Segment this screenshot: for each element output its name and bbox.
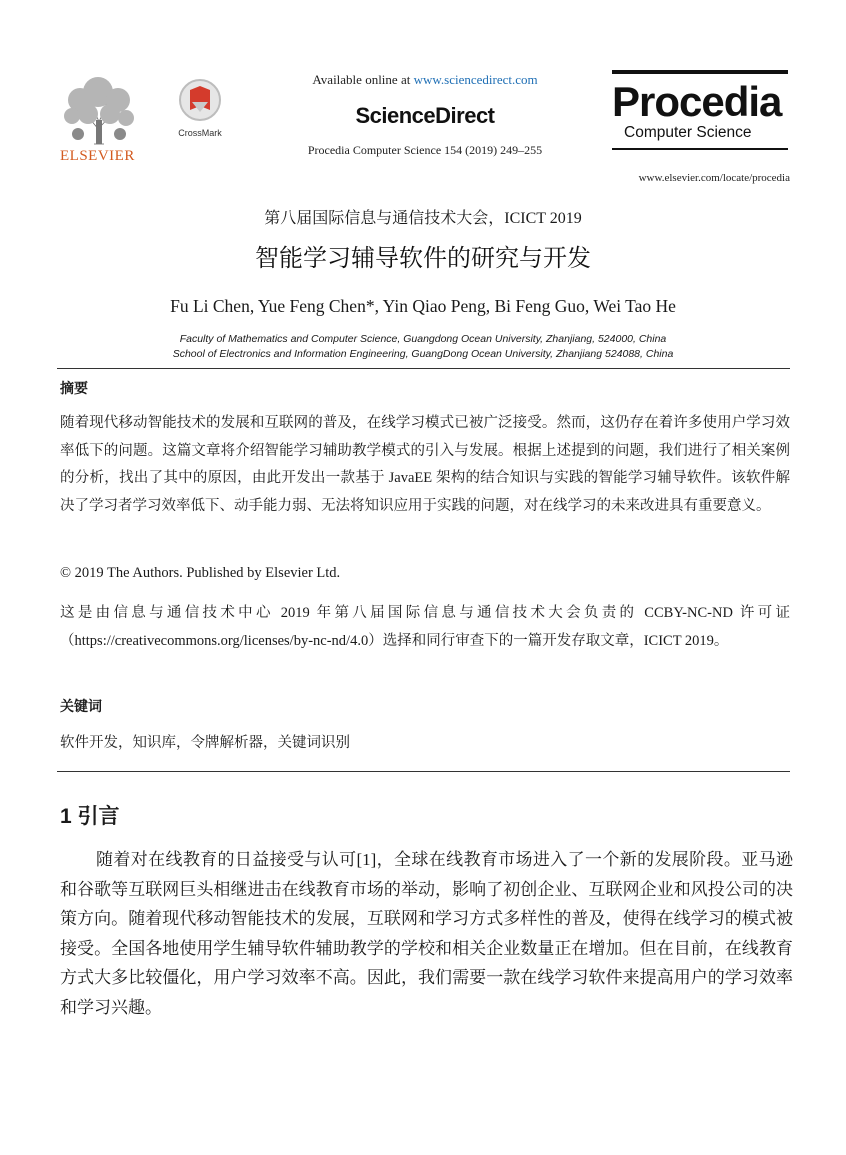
crossmark-badge[interactable] bbox=[168, 78, 232, 138]
author-list: Fu Li Chen, Yue Feng Chen*, Yin Qiao Peng, Bi Feng Guo, Wei Tao He bbox=[170, 296, 676, 316]
affiliation-2: School of Electronics and Information Engineering, GuangDong Ocean University, Zhanjiang 524088, China bbox=[172, 348, 674, 360]
abstract-heading: 摘要 bbox=[60, 380, 88, 396]
platform-name: ScienceDirect bbox=[355, 103, 495, 128]
available-prefix: Available online at bbox=[312, 72, 414, 87]
elsevier-logo bbox=[58, 70, 140, 166]
journal-logo-title: Procedia bbox=[612, 78, 782, 125]
availability-line bbox=[250, 72, 600, 88]
section-heading: 1 引言 bbox=[60, 805, 120, 828]
paper-title: 智能学习辅导软件的研究与开发 bbox=[255, 246, 591, 272]
logo-bottom-rule bbox=[612, 148, 788, 150]
publisher-label: ELSEVIER bbox=[60, 148, 135, 164]
center-header bbox=[250, 72, 600, 158]
procedia-logo bbox=[612, 70, 788, 150]
conference-name: 第八届国际信息与通信技术大会，ICICT 2019 bbox=[264, 210, 582, 227]
divider-bottom bbox=[57, 771, 790, 772]
crossmark-label: CrossMark bbox=[178, 128, 222, 138]
section-body: 随着对在线教育的日益接受与认可[1]，全球在线教育市场进入了一个新的发展阶段。亚马逊和谷歌等互联网巨头相继进击在线教育市场的举动，影响了初创企业、互联网企业和风投公司的决策方向。随着现代移动智能技术的发展，互联网和学习方式多样性的普及，使得在线学习的模式被接受。全国各地使用学生辅导软件辅助教学的学校和相关企业数量正在增加。但在目前，在线教育方式大多比较僵化，用户学习效率不高。因此，我们需要一款在线学习软件来提高用户的学习效率和学习兴趣。 bbox=[60, 850, 793, 1017]
journal-url[interactable]: www.elsevier.com/locate/procedia bbox=[638, 172, 790, 184]
journal-reference: Procedia Computer Science 154 (2019) 249–255 bbox=[307, 143, 543, 157]
abstract-text: 随着现代移动智能技术的发展和互联网的普及，在线学习模式已被广泛接受。然而，这仍存在着许多使用户学习效率低下的问题。这篇文章将介绍智能学习辅助教学模式的引入与发展。根据上述提到的问题，我们进行了相关案例的分析，找出了其中的原因，由此开发出一款基于 JavaEE 架构的结合知识与实践的智能学习辅导软件。该软件解决了学习者学习效率低下、动手能力弱、无法将知识应用于实践的问题，对在线学习的未来改进具有重要意义。 bbox=[60, 415, 790, 514]
logo-top-rule bbox=[612, 70, 788, 74]
divider-top bbox=[57, 368, 790, 369]
keywords-heading: 关键词 bbox=[60, 698, 102, 714]
license-text: 这是由信息与通信技术中心 2019 年第八届国际信息与通信技术大会负责的 CCBY-NC-ND 许可证（https://creativecommons.org/licenses/by-nc-nd/4.0）选择和同行审查下的一篇开发存取文章，ICICT 2019。 bbox=[60, 605, 790, 649]
keywords-text: 软件开发，知识库，令牌解析器，关键词识别 bbox=[60, 735, 350, 751]
copyright-line: © 2019 The Authors. Published by Elsevier Ltd. bbox=[60, 565, 341, 581]
affiliation-1: Faculty of Mathematics and Computer Science, Guangdong Ocean University, Zhanjiang, 524000, China bbox=[179, 333, 667, 345]
journal-logo-subtitle: Computer Science bbox=[624, 124, 752, 141]
sciencedirect-link[interactable]: www.sciencedirect.com bbox=[413, 72, 538, 87]
crossmark-icon bbox=[168, 78, 232, 122]
